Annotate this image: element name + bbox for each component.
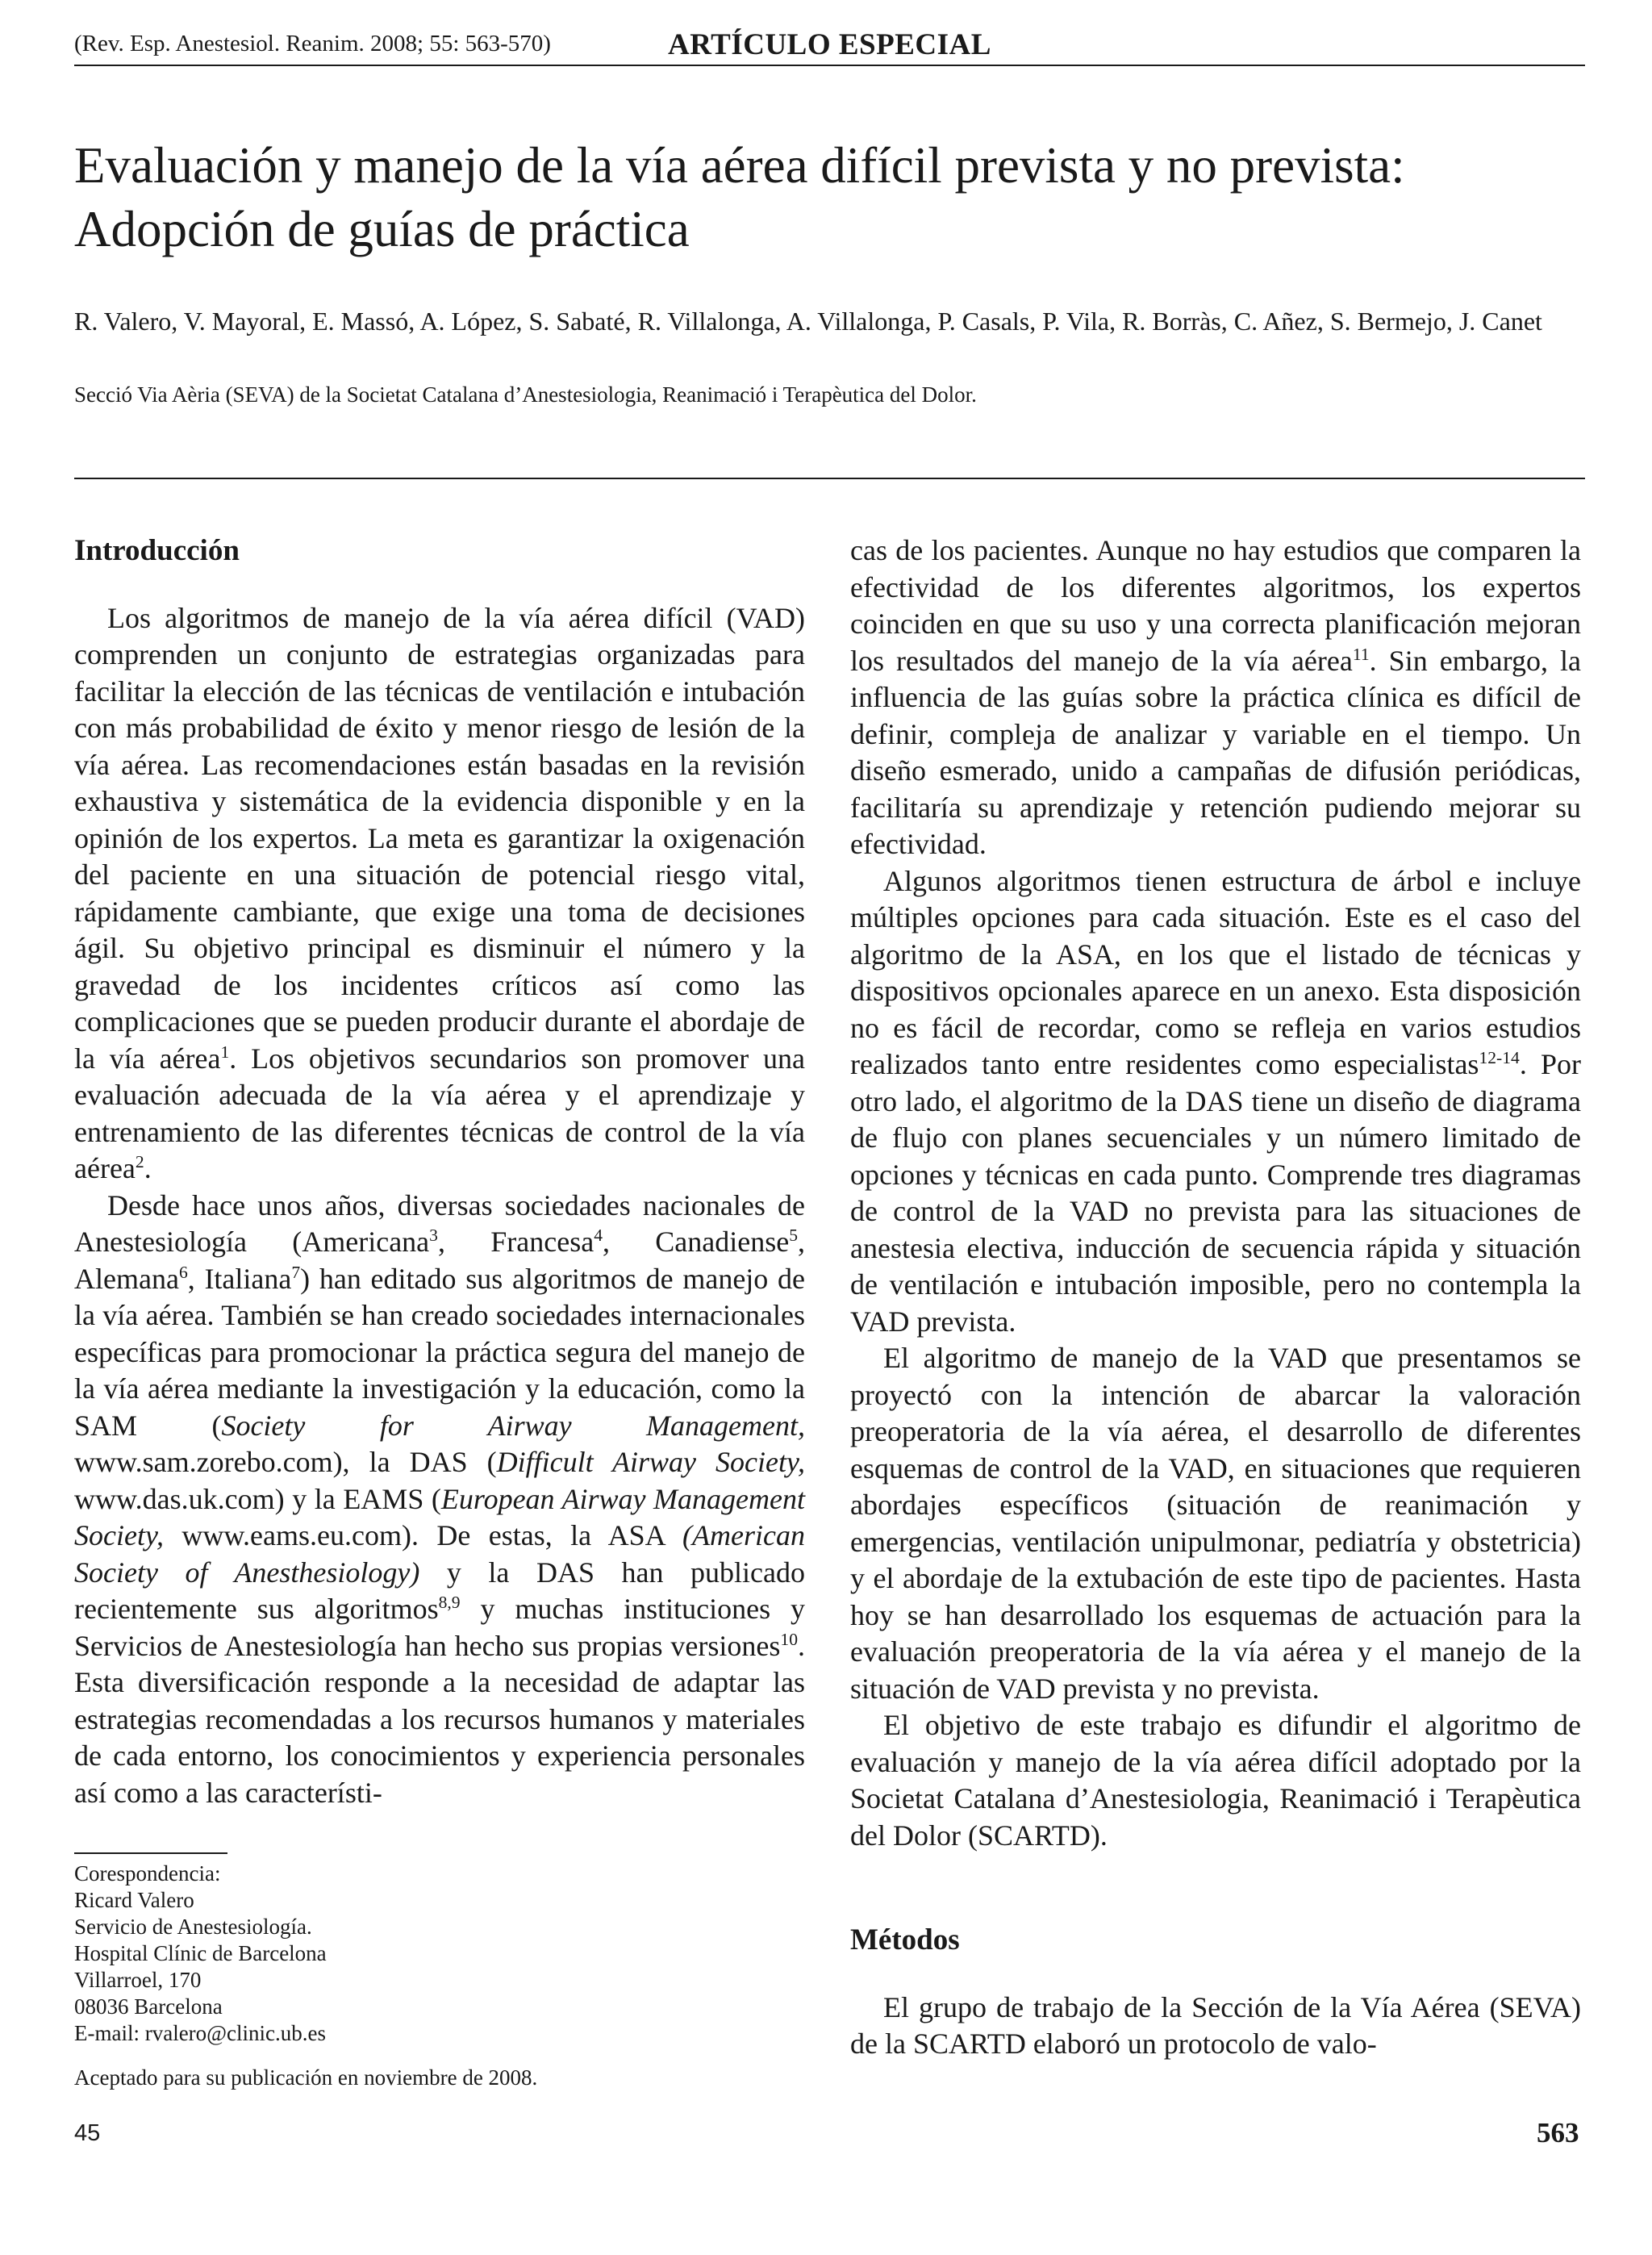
intro-heading: Introducción bbox=[74, 534, 240, 567]
left-column bbox=[74, 532, 805, 1811]
intro-paragraph-2: Desde hace unos años, diversas sociedades nacionales de Anestesiología (Americana$^3$, Francesa$^4$, Canadiense$^5$, Alemana$^6$, Italiana$^7$) han editado sus algoritmos de manejo de la vía aérea. También se han creado sociedades internacionales específicas para promocionar la práctica segura del manejo de la vía aérea mediante la investigación y la educación, como la SAM (Society for Airway Management, www.sam.zorebo.com), la DAS (Difficult Airway Society, www.das.uk.com) y la EAMS (European Airway Management Society, www.eams.eu.com). De estas, la ASA (American Society of Anesthesiology) y la DAS han publicado recientemente sus algoritmos$^{8,9}$ y muchas instituciones y Servicios de Anestesiología han hecho sus propias versiones$^{10}$. Esta diversificación responde a la necesidad de adaptar las estrategias recomendadas a los recursos humanos y materiales de cada entorno, los conocimientos y experiencia personales así como a las característi- bbox=[74, 1188, 806, 1809]
correspondence-block bbox=[74, 1860, 327, 2047]
correspondence-hospital: Hospital Clínic de Barcelona bbox=[74, 1941, 327, 1965]
correspondence-email: E-mail: rvalero@clinic.ub.es bbox=[74, 2021, 327, 2045]
author-list: R. Valero, V. Mayoral, E. Massó, A. López, S. Sabaté, R. Villalonga, A. Villalonga, P. Casals, P. Vila, R. Borràs, C. Añez, S. Bermejo, J. Canet bbox=[74, 307, 1542, 336]
intro-paragraph-3: Algunos algoritmos tienen estructura de árbol e incluye múltiples opciones para cada situación. Este es el caso del algoritmo de la ASA, en los que el listado de técnicas y dispositivos opcionales aparece en un anexo. Esta disposición no es fácil de recordar, como se refleja en varios estudios realizados tanto entre residentes como especialistas$^{12-14}$. Por otro lado, el algoritmo de la DAS tiene un diseño de diagrama de flujo con planes secuenciales y un número limitado de opciones y técnicas en cada punto. Comprende tres diagramas de control de la VAD no prevista para las situaciones de anestesia electiva, inducción de secuencia rápida y situación de ventilación e intubación imposible, pero no contempla la VAD prevista. bbox=[850, 864, 1582, 1338]
page-number-left: 45 bbox=[74, 2120, 101, 2146]
header-divider bbox=[74, 478, 1585, 479]
page-number-right: 563 bbox=[1537, 2117, 1579, 2149]
intro-paragraph-2-continued: cas de los pacientes. Aunque no hay estudios que comparen la efectividad de los diferentes algoritmos, los expertos coinciden en que su uso y una correcta planificación mejoran los resultados del manejo de la vía aérea$^{11}$. Sin embargo, la influencia de las guías sobre la práctica clínica es difícil de definir, compleja de analizar y variable en el tiempo. Un diseño esmerado, unido a campañas de difusión periódicas, facilitaría su aprendizaje y retención pudiendo mejorar su efectividad. bbox=[850, 534, 1581, 860]
correspondence-label: Corespondencia: bbox=[74, 1861, 221, 1885]
acceptance-note: Aceptado para su publicación en noviembre de 2008. bbox=[74, 2065, 538, 2090]
intro-paragraph-5: El objetivo de este trabajo es difundir el algoritmo de evaluación y manejo de la vía aérea difícil adoptado por la Societat Catalana d’Anestesiologia, Reanimació i Terapèutica del Dolor (SCARTD). bbox=[850, 1709, 1581, 1852]
right-column bbox=[850, 532, 1581, 2063]
journal-reference: (Rev. Esp. Anestesiol. Reanim. 2008; 55: 563-570) bbox=[74, 31, 551, 56]
methods-paragraph-1: El grupo de trabajo de la Sección de la Vía Aérea (SEVA) de la SCARTD elaboró un protocolo de valo- bbox=[850, 1990, 1581, 2060]
affiliation: Secció Via Aèria (SEVA) de la Societat Catalana d’Anestesiologia, Reanimació i Terapèutica del Dolor. bbox=[74, 382, 977, 407]
intro-paragraph-1: Los algoritmos de manejo de la vía aérea difícil (VAD) comprenden un conjunto de estrategias organizadas para facilitar la elección de las técnicas de ventilación e intubación con más probabilidad de éxito y menor riesgo de lesión de la vía aérea. Las recomendaciones están basadas en la revisión exhaustiva y sistemática de la evidencia disponible y en la opinión de los expertos. La meta es garantizar la oxigenación del paciente en una situación de potencial riesgo vital, rápidamente cambiante, que exige una toma de decisiones ágil. Su objetivo principal es disminuir el número y la gravedad de los incidentes críticos así como las complicaciones que se pueden producir durante el abordaje de la vía aérea$^1$. Los objetivos secundarios son promover una evaluación adecuada de la vía aérea y el aprendizaje y entrenamiento de las diferentes técnicas de control de la vía aérea$^2$. bbox=[74, 601, 805, 1184]
correspondence-street: Villarroel, 170 bbox=[74, 1968, 202, 1992]
methods-heading: Métodos bbox=[850, 1923, 960, 1956]
title-line-1: Evaluación y manejo de la vía aérea difícil prevista y no prevista: bbox=[74, 137, 1405, 194]
section-label: ARTÍCULO ESPECIAL bbox=[668, 28, 991, 61]
title-line-2: Adopción de guías de práctica bbox=[74, 201, 690, 257]
correspondence-city: 08036 Barcelona bbox=[74, 1994, 223, 2019]
correspondence-dept: Servicio de Anestesiología. bbox=[74, 1915, 312, 1939]
article-title bbox=[74, 134, 1585, 261]
intro-paragraph-4: El algoritmo de manejo de la VAD que presentamos se proyectó con la intención de abarcar la valoración preoperatoria de la vía aérea, el desarrollo de diferentes esquemas de control de la VAD, en situaciones que requieren abordajes específicos (situación de reanimación y emergencias, ventilación unipulmonar, pediatría y obstetricia) y el abordaje de la extubación de este tipo de pacientes. Hasta hoy se han desarrollado los esquemas de actuación para la evaluación preoperatoria de la vía aérea y el manejo de la situación de VAD prevista y no prevista. bbox=[850, 1342, 1581, 1705]
correspondence-name: Ricard Valero bbox=[74, 1888, 194, 1912]
running-header bbox=[74, 23, 1585, 66]
footnote-divider bbox=[74, 1852, 227, 1854]
